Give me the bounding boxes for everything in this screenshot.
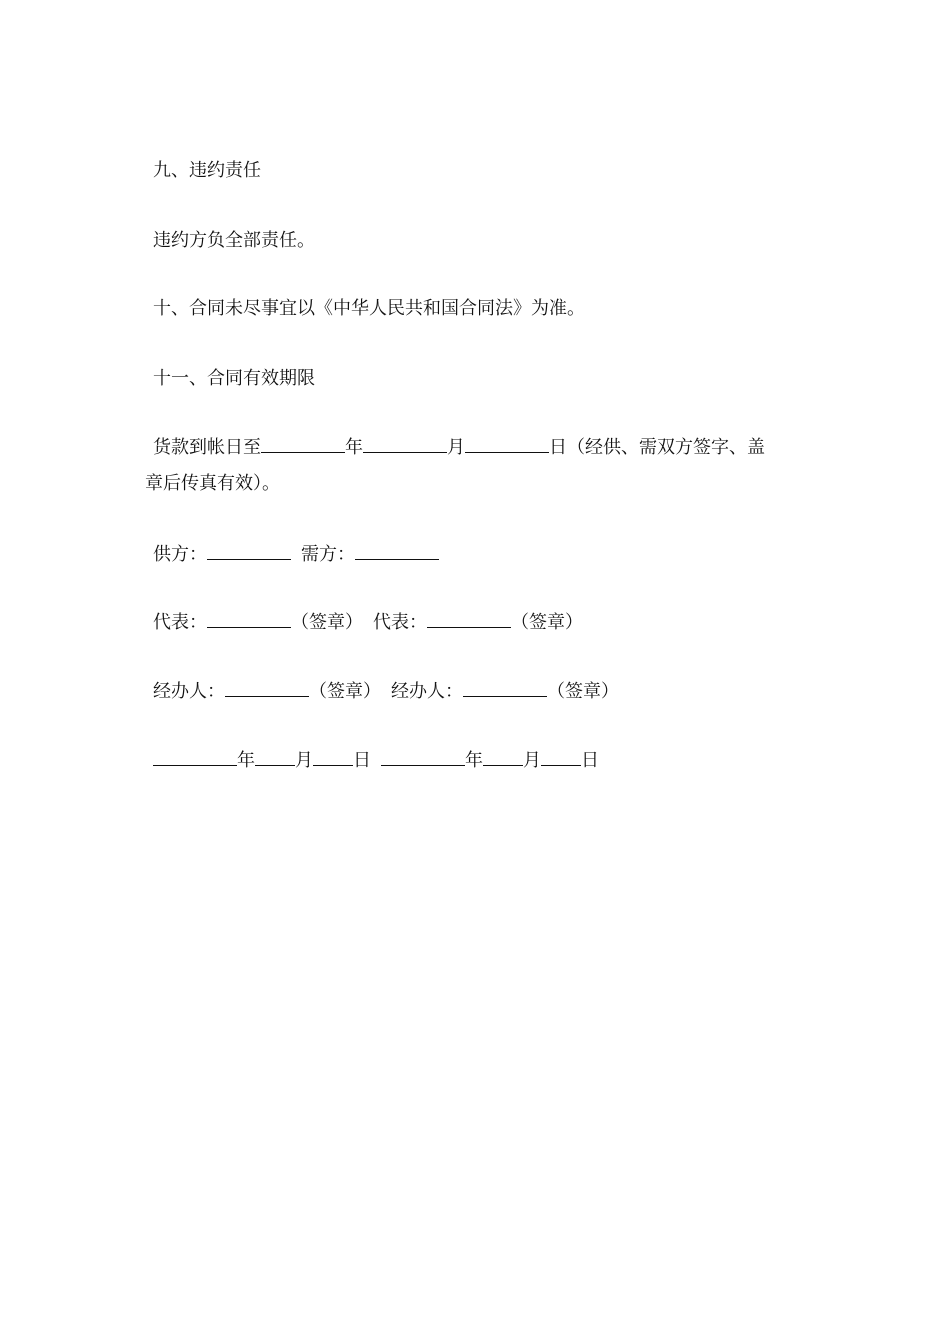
buyer-representative-blank[interactable] bbox=[427, 609, 511, 628]
buyer-date-day-label: 日 bbox=[581, 750, 599, 771]
buyer-representative-label: 代表： bbox=[373, 612, 427, 633]
section-10-text: 十、合同未尽事宜以《中华人民共和国合同法》为准。 bbox=[153, 298, 585, 319]
section-9-heading: 九、违约责任 bbox=[153, 160, 261, 181]
buyer-date-month-label: 月 bbox=[523, 750, 541, 771]
contract-term-continuation: 章后传真有效）。 bbox=[145, 473, 280, 494]
supplier-date-day-blank[interactable] bbox=[313, 747, 353, 766]
date-line bbox=[153, 747, 599, 774]
supplier-handler-seal: （签章） bbox=[309, 681, 381, 702]
buyer-date-year-label: 年 bbox=[465, 750, 483, 771]
supplier-representative-seal: （签章） bbox=[291, 612, 363, 633]
term-year-label: 年 bbox=[345, 437, 363, 458]
parties-line bbox=[153, 541, 439, 568]
term-day-blank[interactable] bbox=[465, 434, 549, 453]
buyer-handler-blank[interactable] bbox=[463, 678, 547, 697]
supplier-date-day-label: 日 bbox=[353, 750, 371, 771]
supplier-date-month-label: 月 bbox=[295, 750, 313, 771]
supplier-date-year-blank[interactable] bbox=[153, 747, 237, 766]
term-year-blank[interactable] bbox=[261, 434, 345, 453]
buyer-handler-seal: （签章） bbox=[547, 681, 619, 702]
supplier-handler-blank[interactable] bbox=[225, 678, 309, 697]
buyer-date-month-blank[interactable] bbox=[483, 747, 523, 766]
term-month-label: 月 bbox=[447, 437, 465, 458]
buyer-representative-seal: （签章） bbox=[511, 612, 583, 633]
buyer-date-year-blank[interactable] bbox=[381, 747, 465, 766]
term-day-suffix: 日（经供、需双方签字、盖 bbox=[549, 437, 765, 458]
supplier-representative-blank[interactable] bbox=[207, 609, 291, 628]
supplier-blank[interactable] bbox=[207, 541, 291, 560]
buyer-date-day-blank[interactable] bbox=[541, 747, 581, 766]
supplier-label: 供方： bbox=[153, 544, 207, 565]
supplier-handler-label: 经办人： bbox=[153, 681, 225, 702]
term-prefix: 货款到帐日至 bbox=[153, 437, 261, 458]
contract-term-line bbox=[153, 434, 765, 461]
section-11-heading: 十一、合同有效期限 bbox=[153, 368, 315, 389]
section-9-body: 违约方负全部责任。 bbox=[153, 230, 315, 251]
buyer-label: 需方： bbox=[301, 544, 355, 565]
buyer-handler-label: 经办人： bbox=[391, 681, 463, 702]
handler-line bbox=[153, 678, 619, 705]
supplier-representative-label: 代表： bbox=[153, 612, 207, 633]
representative-line bbox=[153, 609, 583, 636]
supplier-date-year-label: 年 bbox=[237, 750, 255, 771]
buyer-blank[interactable] bbox=[355, 541, 439, 560]
supplier-date-month-blank[interactable] bbox=[255, 747, 295, 766]
term-month-blank[interactable] bbox=[363, 434, 447, 453]
